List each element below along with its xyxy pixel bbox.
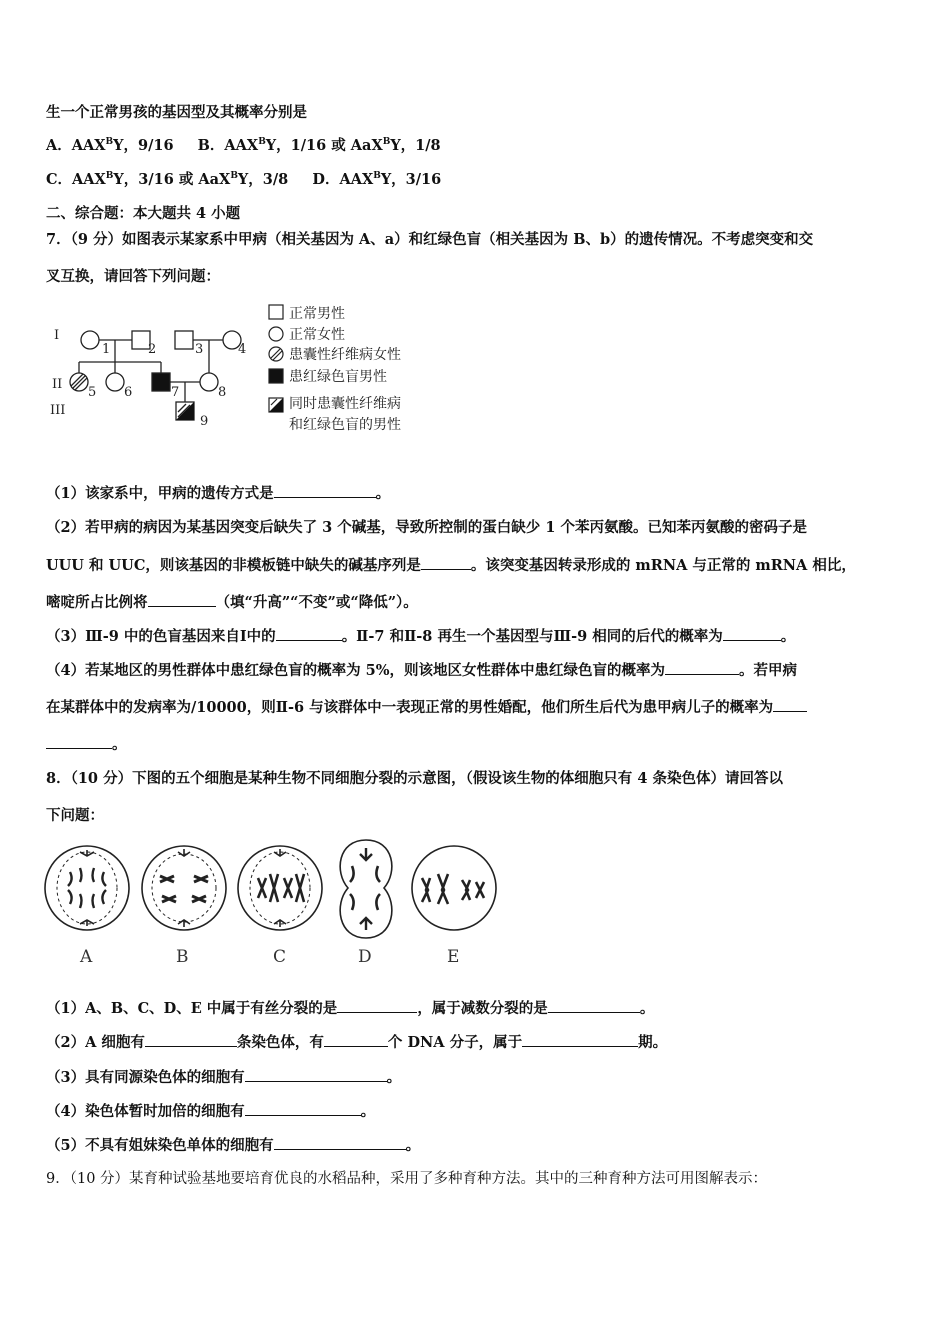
cell-c [238, 846, 322, 930]
pedigree-figure [44, 296, 444, 438]
cell-d [340, 840, 392, 938]
pedigree-i3-male [175, 331, 193, 349]
cell-e [412, 846, 496, 930]
q7-stem-line1: 7．（9 分）如图表示某家系中甲病（相关基因为 A、a）和红绿色盲（相关基因为 B、b）的遗传情况。不考虑突变和交 [46, 231, 814, 248]
pedigree-num-4: 4 [238, 342, 247, 357]
legend-cf-female: 患囊性纤维病女性 [289, 347, 401, 363]
answer-blank[interactable] [145, 1032, 237, 1047]
cell-label-a: A [80, 947, 93, 967]
q6-options-ab [46, 136, 950, 156]
cell-label-c: C [273, 947, 287, 967]
q7-part2-line2: UUU 和 UUC，则该基因的非模板链中缺失的碱基序列是 。该突变基因转录形成的 mRNA 与正常的 mRNA 相比， [46, 557, 856, 574]
q6-option-d: D．$AAX^BY$，3/16 [312, 171, 442, 188]
q8-part2: （2）A 细胞有 条染色体，有 个 DNA 分子，属于 期。 [46, 1034, 668, 1051]
pedigree-ii7-cb-male [152, 373, 170, 391]
pedigree-num-8: 8 [218, 385, 227, 400]
pedigree-gen-1: I [54, 328, 60, 343]
answer-blank[interactable] [773, 697, 807, 712]
q7-part4-line1: （4）若某地区的男性群体中患红绿色盲的概率为 5%，则该地区女性群体中患红绿色盲的概率为 。若甲病 [46, 662, 798, 679]
q8-part3: （3）具有同源染色体的细胞有 。 [46, 1069, 402, 1086]
pedigree-i1-female [81, 331, 99, 349]
pedigree-gen-2: II [52, 377, 63, 392]
pedigree-num-3: 3 [195, 342, 204, 357]
legend-both-male-line1: 同时患囊性纤维病 [289, 396, 401, 412]
cell-label-e: E [447, 947, 460, 967]
section-title: 二、综合题：本大题共 4 小题 [46, 205, 241, 222]
pedigree-num-2: 2 [148, 342, 157, 357]
q7-part1: （1）该家系中，甲病的遗传方式是 。 [46, 485, 391, 502]
pedigree-num-5: 5 [88, 385, 97, 400]
answer-blank[interactable] [46, 734, 112, 749]
answer-blank[interactable] [274, 483, 376, 498]
pedigree-num-9: 9 [200, 414, 209, 429]
cell-label-b: B [176, 947, 189, 967]
pedigree-num-6: 6 [124, 385, 133, 400]
answer-blank[interactable] [522, 1032, 638, 1047]
legend-cb-male: 患红绿色盲男性 [289, 369, 387, 385]
q7-part2-line3: 嘧啶所占比例将 （填“升高”“不变”或“降低”）。 [46, 594, 418, 611]
q6-option-b: B．$AAX^BY$，1/16 或 AaX$^B$Y，1/8 [197, 137, 441, 154]
q8-part4: （4）染色体暂时加倍的细胞有 。 [46, 1103, 376, 1120]
answer-blank[interactable] [245, 1067, 387, 1082]
pedigree-gen-3: III [50, 403, 66, 418]
pedigree-num-7: 7 [171, 385, 180, 400]
q8-stem-line2: 下问题： [46, 807, 104, 824]
legend-normal-female: 正常女性 [289, 327, 345, 343]
q7-part3: （3）Ⅲ-9 中的色盲基因来自Ⅰ中的 。Ⅱ-7 和Ⅱ-8 再生一个基因型与Ⅲ-9 相同的后代的概率为 。 [46, 628, 796, 645]
q6-option-c: C．$AAX^BY$，3/16 或 AaX$^B$Y，3/8 [46, 171, 289, 188]
pedigree-ii8-female [200, 373, 218, 391]
cell-b [142, 846, 226, 930]
answer-blank[interactable] [665, 660, 739, 675]
q6-options-cd [46, 170, 950, 190]
q7-part2-line1: （2）若甲病的病因为某基因突变后缺失了 3 个碱基，导致所控制的蛋白缺少 1 个苯丙氨酸。已知苯丙氨酸的密码子是 [46, 519, 807, 536]
q8-stem-line1: 8．（10 分）下图的五个细胞是某种生物不同细胞分裂的示意图，（假设该生物的体细胞只有 4 条染色体）请回答以 [46, 770, 783, 787]
cell-label-d: D [358, 947, 372, 967]
answer-blank[interactable] [274, 1135, 406, 1150]
legend-cf-female-symbol [269, 347, 283, 361]
legend-normal-female-symbol [269, 327, 283, 341]
q8-part1: （1）A、B、C、D、E 中属于有丝分裂的是 ，属于减数分裂的是 。 [46, 1000, 655, 1017]
answer-blank[interactable] [337, 998, 417, 1013]
q7-part4-line3: 。 [46, 734, 950, 755]
q6-option-a: A．$AAX^BY$，9/16 [46, 137, 174, 154]
q6-stem-tail: 生一个正常男孩的基因型及其概率分别是 [46, 104, 307, 121]
answer-blank[interactable] [324, 1032, 388, 1047]
answer-blank[interactable] [723, 626, 781, 641]
q7-stem-line2: 叉互换，请回答下列问题： [46, 268, 220, 285]
cell-division-figure [40, 832, 510, 970]
answer-blank[interactable] [245, 1101, 361, 1116]
legend-cb-male-symbol [269, 369, 283, 383]
legend-both-male-line2: 和红绿色盲的男性 [289, 417, 401, 433]
answer-blank[interactable] [548, 998, 640, 1013]
q9-stem: 9．（10 分）某育种试验基地要培育优良的水稻品种，采用了多种育种方法。其中的三种育种方法可用图解表示： [46, 1171, 768, 1187]
legend-normal-male-symbol [269, 305, 283, 319]
answer-blank[interactable] [148, 592, 216, 607]
pedigree-num-1: 1 [102, 342, 111, 357]
legend-normal-male: 正常男性 [289, 306, 345, 322]
q8-part5: （5）不具有姐妹染色单体的细胞有 。 [46, 1137, 421, 1154]
answer-blank[interactable] [421, 555, 471, 570]
cell-a [45, 846, 129, 930]
pedigree-ii6-female [106, 373, 124, 391]
answer-blank[interactable] [276, 626, 342, 641]
q7-part4-line2: 在某群体中的发病率为/10000，则Ⅱ-6 与该群体中一表现正常的男性婚配，他们所生后代为患甲病儿子的概率为 [46, 697, 950, 718]
